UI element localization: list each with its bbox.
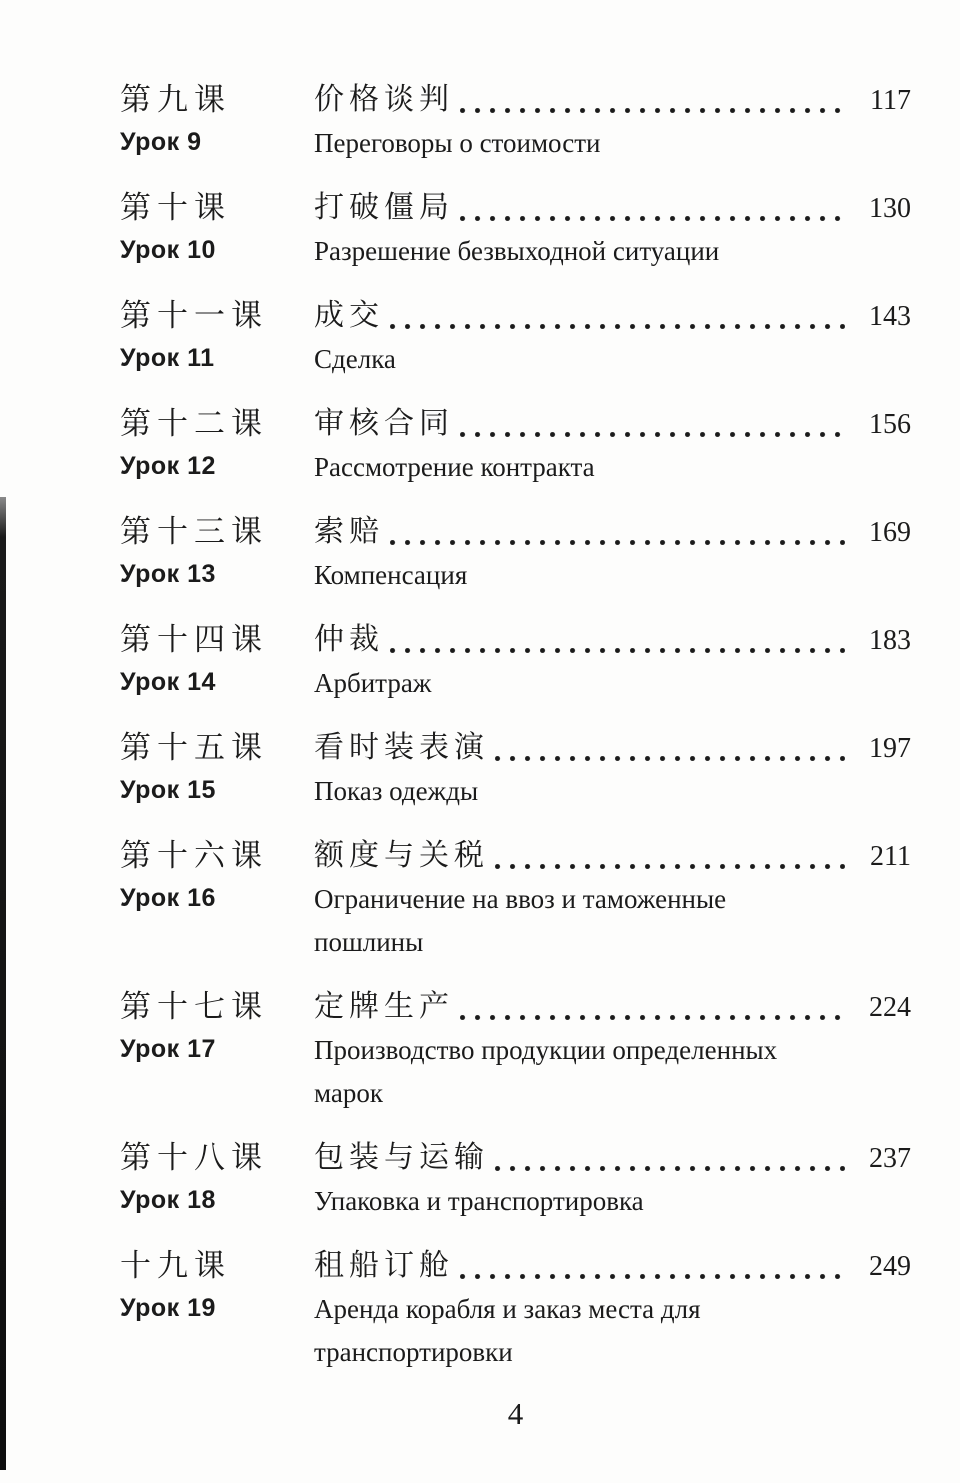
lesson-title-column <box>314 78 911 165</box>
toc-entries <box>120 78 911 1395</box>
lesson-title-column <box>314 510 911 597</box>
lesson-title-chinese: 打破僵局 <box>314 191 454 224</box>
lesson-title-russian: Упаковка и транспортировка <box>314 1186 644 1216</box>
title-row <box>314 726 911 770</box>
dot-leader <box>460 108 845 113</box>
scan-edge-artifact <box>0 497 6 1470</box>
toc-entry <box>120 186 911 273</box>
title-row <box>314 834 911 878</box>
dot-leader <box>390 540 845 545</box>
title-row <box>314 618 911 662</box>
lesson-number-russian: Урок 9 <box>120 128 202 156</box>
page-reference: 249 <box>869 1251 911 1282</box>
toc-entry <box>120 834 911 964</box>
lesson-number-column <box>120 294 314 381</box>
dot-leader <box>460 432 845 437</box>
lesson-title-russian: Компенсация <box>314 560 468 590</box>
lesson-number-russian: Урок 10 <box>120 236 216 264</box>
lesson-title-column <box>314 726 911 813</box>
lesson-title-column <box>314 618 911 705</box>
lesson-number-chinese: 第十六课 <box>120 838 268 873</box>
lesson-number-russian: Урок 12 <box>120 452 216 480</box>
lesson-title-chinese: 审核合同 <box>314 407 454 440</box>
lesson-number-russian: Урок 17 <box>120 1035 216 1063</box>
lesson-title-chinese: 索赔 <box>314 515 384 548</box>
page-reference: 224 <box>869 992 911 1023</box>
lesson-number-russian: Урок 15 <box>120 776 216 804</box>
lesson-number-chinese: 第十课 <box>120 190 231 225</box>
lesson-title-column <box>314 985 911 1115</box>
lesson-title-column <box>314 1136 911 1223</box>
page-reference: 237 <box>869 1143 911 1174</box>
dot-leader <box>495 756 845 761</box>
page-reference: 169 <box>869 517 911 548</box>
lesson-number-column <box>120 834 314 964</box>
lesson-title-chinese: 看时装表演 <box>314 731 489 764</box>
lesson-title-russian: Разрешение безвыходной ситуации <box>314 236 720 266</box>
lesson-title-russian: Производство продукции определенных марок <box>314 1035 778 1108</box>
toc-entry <box>120 618 911 705</box>
lesson-number-russian: Урок 14 <box>120 668 216 696</box>
title-row <box>314 402 911 446</box>
lesson-number-column <box>120 726 314 813</box>
title-row <box>314 985 911 1029</box>
lesson-number-column <box>120 402 314 489</box>
lesson-number-chinese: 第九课 <box>120 82 231 117</box>
dot-leader <box>460 216 845 221</box>
lesson-title-chinese: 成交 <box>314 299 384 332</box>
lesson-number-chinese: 第十三课 <box>120 514 268 549</box>
dot-leader <box>460 1274 845 1279</box>
lesson-number-column <box>120 78 314 165</box>
lesson-title-russian: Сделка <box>314 344 396 374</box>
page-reference: 156 <box>869 409 911 440</box>
page-reference: 183 <box>869 625 911 656</box>
lesson-number-chinese: 十九课 <box>120 1248 231 1283</box>
toc-entry <box>120 1136 911 1223</box>
lesson-number-column <box>120 618 314 705</box>
lesson-title-column <box>314 834 911 964</box>
lesson-title-chinese: 定牌生产 <box>314 990 454 1023</box>
page-footer <box>120 1392 911 1435</box>
lesson-title-chinese: 包装与运输 <box>314 1141 489 1174</box>
lesson-title-russian: Переговоры о стоимости <box>314 128 601 158</box>
lesson-number-column <box>120 1244 314 1374</box>
toc-entry <box>120 510 911 597</box>
page-reference: 211 <box>870 841 911 872</box>
page-reference: 143 <box>869 301 911 332</box>
title-row <box>314 78 911 122</box>
lesson-title-column <box>314 186 911 273</box>
page-reference: 197 <box>869 733 911 764</box>
lesson-number-russian: Урок 18 <box>120 1186 216 1214</box>
lesson-title-column <box>314 1244 911 1374</box>
lesson-number-russian: Урок 11 <box>120 344 215 372</box>
lesson-title-russian: Ограничение на ввоз и таможенные пошлины <box>314 884 727 957</box>
lesson-title-russian: Рассмотрение контракта <box>314 452 595 482</box>
toc-entry <box>120 726 911 813</box>
lesson-number-column <box>120 186 314 273</box>
lesson-title-column <box>314 402 911 489</box>
lesson-title-column <box>314 294 911 381</box>
lesson-title-russian: Аренда корабля и заказ места для транспортировки <box>314 1294 701 1367</box>
toc-entry <box>120 78 911 165</box>
page-reference: 130 <box>869 193 911 224</box>
lesson-number-russian: Урок 16 <box>120 884 216 912</box>
lesson-number-chinese: 第十二课 <box>120 406 268 441</box>
title-row <box>314 186 911 230</box>
lesson-number-russian: Урок 13 <box>120 560 216 588</box>
toc-entry <box>120 294 911 381</box>
title-row <box>314 510 911 554</box>
page-reference: 117 <box>870 85 911 116</box>
lesson-title-chinese: 租船订舱 <box>314 1249 454 1282</box>
lesson-number-chinese: 第十七课 <box>120 989 268 1024</box>
title-row <box>314 1244 911 1288</box>
lesson-number-column <box>120 510 314 597</box>
lesson-number-chinese: 第十八课 <box>120 1140 268 1175</box>
lesson-number-column <box>120 985 314 1115</box>
lesson-number-chinese: 第十四课 <box>120 622 268 657</box>
toc-entry <box>120 985 911 1115</box>
lesson-number-column <box>120 1136 314 1223</box>
lesson-title-chinese: 仲裁 <box>314 623 384 656</box>
title-row <box>314 294 911 338</box>
lesson-title-chinese: 价格谈判 <box>314 83 454 116</box>
toc-entry <box>120 402 911 489</box>
dot-leader <box>390 648 845 653</box>
lesson-title-russian: Арбитраж <box>314 668 432 698</box>
title-row <box>314 1136 911 1180</box>
dot-leader <box>495 1166 845 1171</box>
lesson-title-chinese: 额度与关税 <box>314 839 489 872</box>
lesson-number-chinese: 第十五课 <box>120 730 268 765</box>
lesson-title-russian: Показ одежды <box>314 776 479 806</box>
lesson-number-chinese: 第十一课 <box>120 298 268 333</box>
dot-leader <box>460 1015 845 1020</box>
toc-entry <box>120 1244 911 1374</box>
dot-leader <box>390 324 845 329</box>
page-number: 4 <box>507 1396 524 1431</box>
dot-leader <box>495 864 845 869</box>
lesson-number-russian: Урок 19 <box>120 1294 216 1322</box>
